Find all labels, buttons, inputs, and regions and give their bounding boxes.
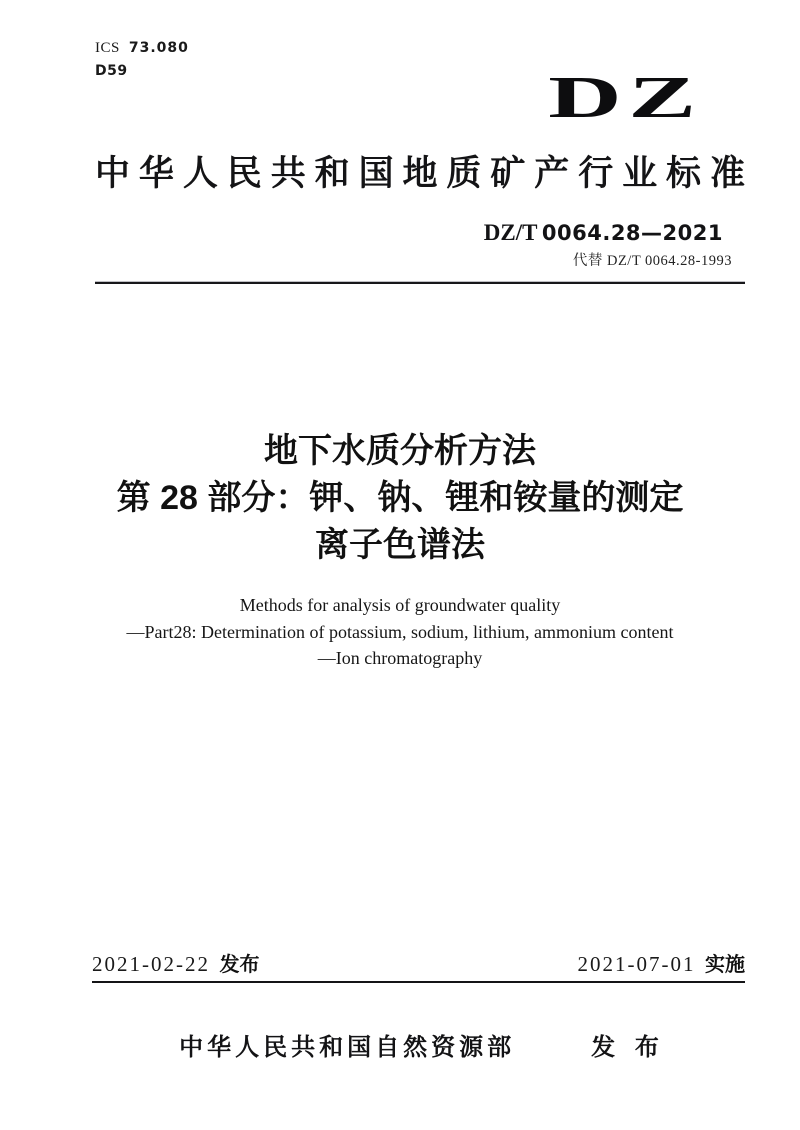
implement-date: 2021-07-01 — [577, 952, 696, 976]
publish-label: 发 布 — [591, 1034, 661, 1061]
dz-logo: DZ — [548, 64, 703, 130]
ics-line — [95, 38, 189, 58]
header-divider-rule — [95, 281, 745, 284]
implement-label: 实施 — [705, 954, 745, 976]
ics-label: ICS — [95, 40, 120, 56]
main-title-cn — [0, 428, 800, 569]
footer-issuer-row — [95, 1027, 745, 1062]
subtitle-en — [0, 592, 800, 672]
doc-class-code: D59 — [95, 63, 128, 79]
issue-date-group — [92, 948, 259, 977]
replaces-note: 代替 DZ/T 0064.28-1993 — [572, 253, 732, 269]
main-title-line-3: 离子色谱法 — [315, 526, 485, 564]
issue-label: 发布 — [219, 954, 260, 976]
subtitle-en-line-3: —Ion chromatography — [317, 648, 483, 668]
main-title-line-1: 地下水质分析方法 — [264, 432, 536, 470]
implement-date-group — [578, 948, 745, 977]
issuer-name: 中华人民共和国自然资源部 — [179, 1034, 516, 1061]
classification-codes — [95, 38, 189, 81]
subtitle-en-line-1: Methods for analysis of groundwater quality — [239, 595, 561, 615]
standard-code — [484, 220, 723, 246]
issue-date: 2021-02-22 — [92, 952, 210, 976]
dates-rule-row — [92, 948, 745, 983]
standard-code-prefix: DZ/T — [483, 220, 538, 245]
standard-header-title: 中华人民共和国地质矿产行业标准 — [95, 154, 745, 193]
standard-code-number: 0064.28—2021 — [541, 221, 723, 245]
subtitle-en-line-2: —Part28: Determination of potassium, sodium, lithium, ammonium content — [126, 621, 674, 642]
ics-code: 73.080 — [128, 40, 189, 56]
main-title-line-2: 第 28 部分：钾、钠、锂和铵量的测定 — [116, 479, 684, 517]
